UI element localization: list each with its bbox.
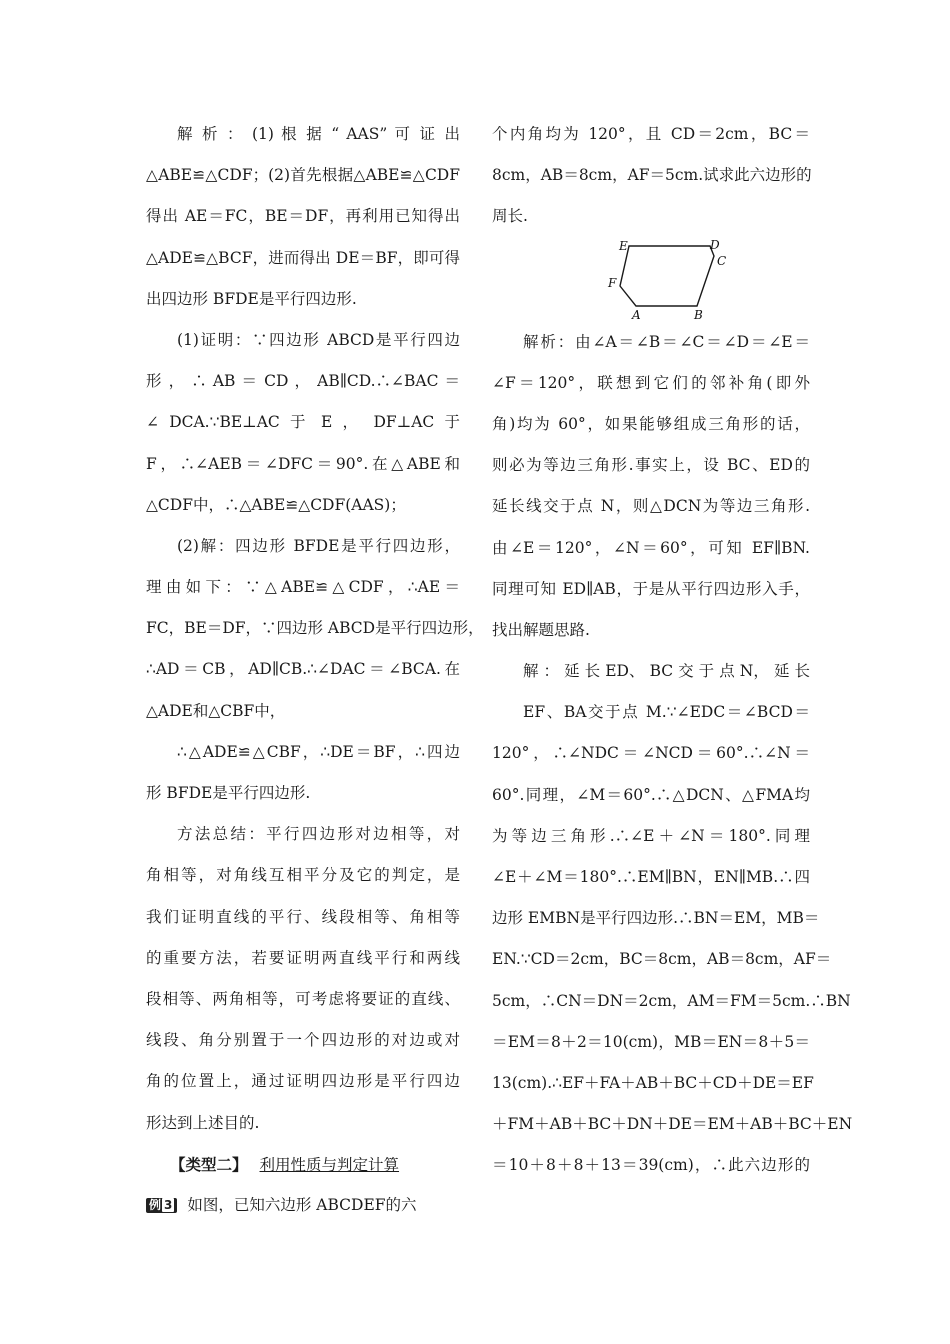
text-line: 出四边形 BFDE是平行四边形. (146, 289, 357, 308)
section-heading-bracket: 【类型二】 (170, 1154, 248, 1174)
vertex-label-b: B (694, 307, 703, 322)
text-line: ＋FM＋AB＋BC＋DN＋DE＝EM＋AB＋BC＋EN (492, 1115, 853, 1134)
text-line: △ADE和△CBF中， (146, 701, 286, 720)
vertex-label-f: F (608, 275, 617, 290)
vertex-label-a: A (632, 307, 641, 322)
vertex-label-c: C (717, 253, 727, 268)
text-line: ＝10＋8＋8＋13＝39(cm)，∴此六边形的 (492, 1156, 810, 1175)
text-line: 13(cm).∴EF＋FA＋AB＋BC＋CD＋DE＝EF (492, 1073, 814, 1092)
text-line: 段相等、两角相等，可考虑将要证的直线、 (146, 989, 460, 1008)
text-line: 角相等，对角线互相平分及它的判定，是 (146, 866, 460, 885)
example-line (146, 1185, 460, 1226)
text-line: 线段、角分别置于一个四边形的对边或对 (146, 1031, 460, 1050)
example-text: 如图，已知六边形 ABCDEF的六 (187, 1195, 417, 1214)
text-line: 则必为等边三角形.事实上，设 BC、ED的 (492, 456, 810, 475)
text-line: ∴AD＝CB，AD∥CB.∴∠DAC＝∠BCA.在 (146, 660, 460, 679)
left-column (146, 114, 484, 1226)
text-line: 得出 AE＝FC，BE＝DF，再利用已知得出 (146, 207, 460, 226)
text-line: EF、BA交于点 M.∵∠EDC＝∠BCD＝ (523, 703, 810, 722)
text-line: 理由如下：∵△ABE≌△CDF，∴AE＝ (146, 578, 460, 597)
text-line: 形 ， ∴ AB ＝ CD ， AB∥CD.∴∠BAC ＝ (146, 372, 460, 391)
text-line: 解 ： 延 长 ED、 BC 交 于 点 N， 延 长 (523, 662, 810, 681)
text-line: 我们证明直线的平行、线段相等、角相等 (146, 907, 460, 926)
vertex-label-e: E (619, 238, 628, 253)
text-line: 角的位置上，通过证明四边形是平行四边 (146, 1072, 460, 1091)
text-line: 5cm，∴CN＝DN＝2cm，AM＝FM＝5cm.∴BN (492, 991, 851, 1010)
text-line: △ABE≌△CDF；(2)首先根据△ABE≌△CDF (146, 166, 460, 185)
text-line: 边形 EMBN是平行四边形.∴BN＝EM，MB＝ (492, 909, 820, 928)
text-line: ∠ DCA.∵BE⊥AC 于 E ， DF⊥AC 于 (146, 413, 460, 432)
text-line: ∠E＋∠M＝180°.∴EM∥BN，EN∥MB.∴四 (492, 868, 810, 886)
example-badge: 例 3 (146, 1198, 177, 1213)
text-line: 120°，∴∠NDC＝∠NCD＝60°.∴∠N＝ (492, 744, 810, 763)
hexagon-shape (620, 246, 714, 306)
text-line: 60°.同理，∠M＝60°.∴△DCN、△FMA均 (492, 785, 810, 804)
text-line: ＝EM＝8＋2＝10(cm)，MB＝EN＝8＋5＝ (492, 1032, 810, 1051)
text-line: 解 析 ： (1) 根 据 “ AAS” 可 证 出 (177, 125, 460, 143)
text-line: 延长线交于点 N，则△DCN为等边三角形. (492, 497, 810, 516)
text-line: 角)均为 60°，如果能够组成三角形的话， (492, 414, 810, 433)
text-line: 周长. (492, 207, 528, 226)
text-line: 的重要方法，若要证明两直线平行和两线 (146, 948, 460, 967)
text-line: 由∠E＝120°，∠N＝60°，可知 EF∥BN. (492, 538, 810, 557)
text-line: 8cm，AB＝8cm，AF＝5cm.试求此六边形的 (492, 166, 812, 185)
text-line: (1)证明：∵四边形 ABCD是平行四边 (177, 330, 460, 349)
text-line: 个内角均为 120°，且 CD＝2cm，BC＝ (492, 125, 810, 143)
text-line: 找出解题思路. (492, 620, 590, 639)
hexagon-figure (492, 238, 810, 322)
text-line: 形 BFDE是平行四边形. (146, 784, 311, 802)
text-line: FC，BE＝DF，∵四边形 ABCD是平行四边形， (146, 619, 484, 638)
hexagon-diagram (596, 236, 726, 320)
text-line: ∴△ADE≌△CBF，∴DE＝BF，∴四边 (177, 742, 460, 761)
text-line: 形达到上述目的. (146, 1113, 260, 1132)
text-line: ∠F＝120°，联想到它们的邻补角(即外 (492, 373, 810, 392)
text-line: 为等边三角形.∴∠E＋∠N＝180°.同理 (492, 826, 810, 845)
text-line: EN.∵CD＝2cm，BC＝8cm，AB＝8cm，AF＝ (492, 950, 832, 969)
section-heading (146, 1144, 460, 1185)
text-line: △ADE≌△BCF，进而得出 DE＝BF，即可得 (146, 248, 460, 267)
example-number: 3 (164, 1198, 173, 1213)
text-line: 同理可知 ED∥AB，于是从平行四边形入手， (492, 579, 810, 598)
text-line: △CDF中，∴△ABE≌△CDF(AAS)； (146, 495, 406, 514)
text-line: F，∴∠AEB＝∠DFC＝90°.在△ABE和 (146, 454, 460, 473)
text-line: 解析：由∠A＝∠B＝∠C＝∠D＝∠E＝ (523, 332, 810, 351)
text-line: 方法总结：平行四边形对边相等，对 (177, 825, 460, 844)
right-column (492, 114, 853, 1187)
text-line: (2)解：四边形 BFDE是平行四边形， (177, 536, 460, 555)
vertex-label-d: D (710, 237, 720, 252)
section-heading-title: 利用性质与判定计算 (259, 1155, 400, 1174)
